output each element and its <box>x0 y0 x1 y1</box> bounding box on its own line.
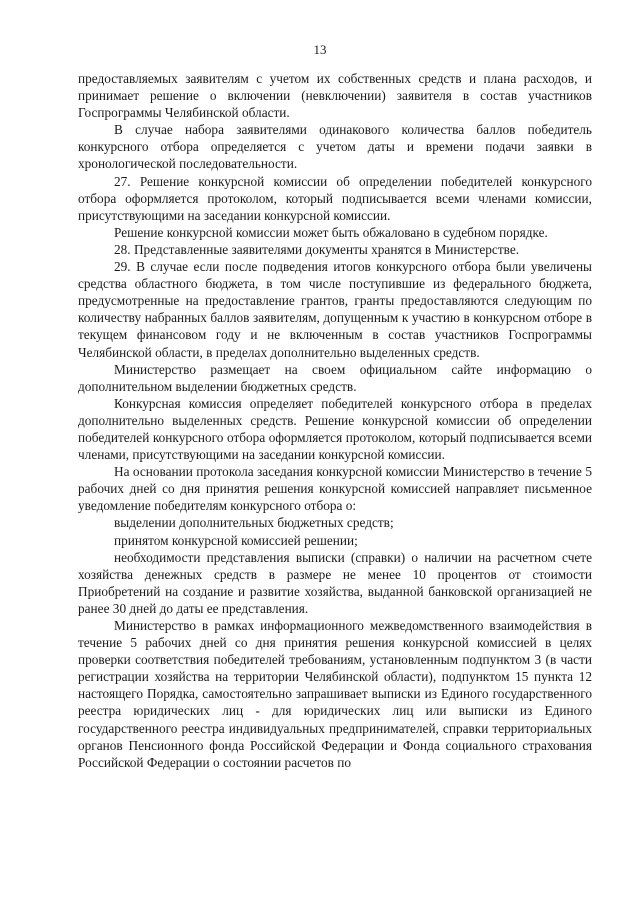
paragraph-27: 27. Решение конкурсной комиссии об определении победителей конкурсного отбора оформляется протоколом, который подписывается всеми членами комиссии, присутствующими на заседании конкурсной комиссии. <box>78 173 592 223</box>
paragraph-notification: На основании протокола заседания конкурсной комиссии Министерство в течение 5 рабочих дней со дня принятия решения конкурсной комиссией направляет письменное уведомление победителям конкурсного отбора о: <box>78 464 592 514</box>
list-item-budget-funds: выделении дополнительных бюджетных средств; <box>114 515 394 531</box>
paragraph-interagency: Министерство в рамках информационного межведомственного взаимодействия в течение 5 рабочих дней со дня принятия решения конкурсной комиссией в целях проверки соответствия победителей требованиям, установленным подпунктом 3 (в части регистрации хозяйства на территории Челябинской области), подпунктом 15 пункта 12 настоящего Порядка, самостоятельно запрашивает выписки из Единого государственного реестра юридических лиц - для юридических лиц или выписки из Единого государственного реестра индивидуальных предпринимателей, справки территориальных органов Пенсионного фонда Российской Федерации и Фонда социального страхования Российской Федерации о состоянии расчетов по <box>78 618 592 770</box>
list-item-decision: принятом конкурсной комиссией решении; <box>114 532 358 548</box>
document-body <box>78 70 592 771</box>
paragraph-28: 28. Представленные заявителями документы хранятся в Министерстве. <box>114 241 520 257</box>
paragraph-continuation: предоставляемых заявителям с учетом их собственных средств и плана расходов, и принимает решение о включении (невключении) заявителя в состав участников Госпрограммы Челябинской области. <box>78 71 592 121</box>
paragraph-tie-rule: В случае набора заявителями одинакового количества баллов победитель конкурсного отбора определяется с учетом даты и времени подачи заявки в хронологической последовательности. <box>78 122 592 172</box>
paragraph-appeal: Решение конкурсной комиссии может быть обжаловано в судебном порядке. <box>114 224 548 240</box>
paragraph-commission-decision: Конкурсная комиссия определяет победителей конкурсного отбора в пределах дополнительно выделенных средств. Решение конкурсной комиссии об определении победителей конкурсного отбора оформляется протоколом, который подписывается всеми членами, присутствующими на заседании конкурсной комиссии. <box>78 395 592 463</box>
paragraph-29: 29. В случае если после подведения итогов конкурсного отбора были увеличены средства областного бюджета, в том числе поступившие из федерального бюджета, предусмотренные на предоставление грантов, гранты предоставляются следующим по количеству набранных баллов заявителям, допущенным к участию в конкурсном отборе в текущем финансовом году и не включенным в состав участников Госпрограммы Челябинской области, в пределах дополнительно выделенных средств. <box>78 259 592 360</box>
paragraph-website-info: Министерство размещает на своем официальном сайте информацию о дополнительном выделении бюджетных средств. <box>78 361 592 394</box>
list-item-bank-statement: необходимости представления выписки (справки) о наличии на расчетном счете хозяйства денежных средств в размере не менее 10 процентов от стоимости Приобретений на создание и развитие хозяйства, выданной банковской организацией не ранее 30 дней до даты ее представления. <box>78 549 592 616</box>
page-number: 13 <box>313 42 327 57</box>
